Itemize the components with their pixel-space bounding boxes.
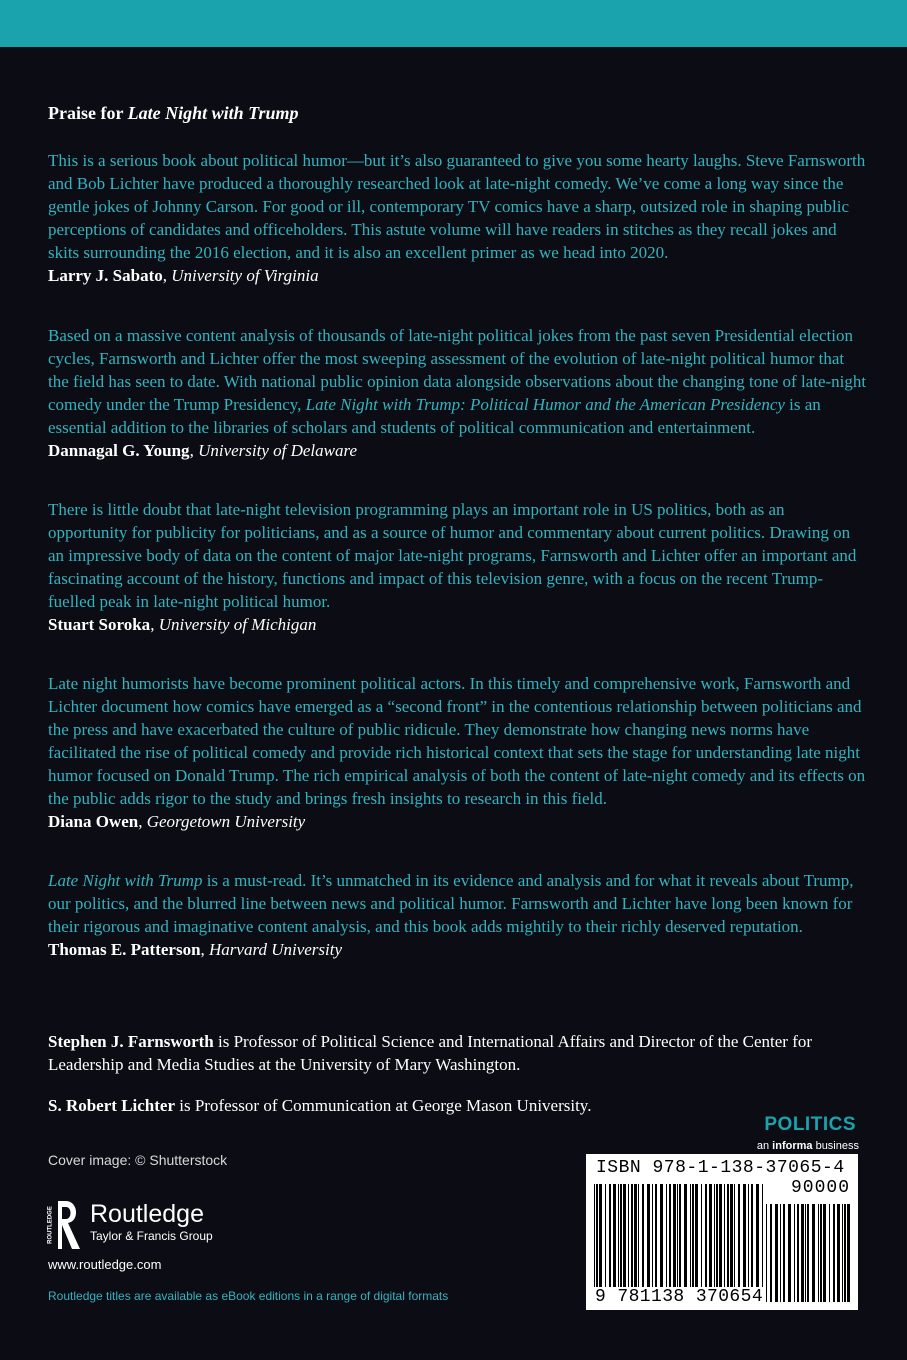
routledge-logo: [44, 1199, 213, 1251]
quote-text: Based on a massive content analysis of thousands of late-night political jokes from the past seven Presidential election cycles, Farnsworth and Lichter offer the most sweeping assessment of the evolution of late-night political humor that the field has seen to date. With national public opinion data alongside observations about the changing tone of late-night comedy under the Trump Presidency, Late Night with Trump: Political Humor and the American Presidency is an essential addition to the libraries of scholars and students of political communication and entertainment.: [48, 326, 867, 437]
quote-attribution: Thomas E. Patterson, Harvard University: [48, 940, 343, 959]
praise-book-title: Late Night with Trump: [127, 103, 299, 123]
endorsement-2: [48, 324, 868, 462]
author-name: Stephen J. Farnsworth: [48, 1032, 214, 1051]
endorser-affiliation: University of Virginia: [171, 266, 319, 285]
quote-text: This is a serious book about political humor—but it’s also guaranteed to give you some hearty laughs. Steve Farnsworth and Bob Lichter have produced a thoroughly researched look at late-night comedy. We’ve come a long way since the gentle jokes of Johnny Carson. For good or ill, contemporary TV comics have a sharp, outsized role in shaping public perceptions of candidates and officeholders. This astute volume will have readers in stitches as they recall jokes and skits surrounding the 2016 election, and it is also an excellent primer as we head into 2020.: [48, 151, 866, 262]
endorser-affiliation: University of Michigan: [158, 615, 317, 634]
publisher-group: Taylor & Francis Group: [90, 1229, 213, 1243]
svg-text:ROUTLEDGE: ROUTLEDGE: [47, 1206, 54, 1244]
subject-category: POLITICS: [764, 1114, 856, 1135]
cover-image-credit: Cover image: © Shutterstock: [48, 1152, 228, 1168]
quote-attribution: Larry J. Sabato, University of Virginia: [48, 266, 319, 285]
publisher-name: Routledge: [90, 1200, 204, 1228]
endorsement-4: [48, 672, 868, 833]
quote-attribution: Diana Owen, Georgetown University: [48, 812, 306, 831]
author-bio-text: is Professor of Communication at George Mason University.: [175, 1096, 592, 1115]
isbn-barcode: [586, 1154, 858, 1310]
author-bio-lichter: [48, 1094, 868, 1117]
ebook-availability-note: Routledge titles are available as eBook editions in a range of digital formats: [48, 1289, 449, 1303]
price-code: 90000: [790, 1178, 850, 1198]
author-name: S. Robert Lichter: [48, 1096, 176, 1115]
top-accent-bar: [0, 0, 907, 47]
ean-number: 9 781138 370654: [595, 1287, 764, 1307]
endorser-name: Thomas E. Patterson: [48, 940, 201, 959]
author-bio-text: is Professor of Political Science and International Affairs and Director of the Center for Leadership and Media Studies at the University of Mary Washington.: [48, 1032, 813, 1074]
quote-attribution: Stuart Soroka, University of Michigan: [48, 615, 317, 634]
endorsement-3: [48, 498, 868, 636]
quote-text: Late Night with Trump is a must-read. It’s unmatched in its evidence and analysis and for what it reveals about Trump, our politics, and the blurred line between news and political humor. Farnsworth and Lichter have long been known for their rigorous and imaginative content analysis, and this book adds mightily to their richly deserved reputation.: [48, 871, 854, 936]
praise-prefix: Praise for: [48, 103, 128, 123]
routledge-r-mark-icon: [44, 1199, 84, 1251]
quote-text: Late night humorists have become prominent political actors. In this timely and comprehensive work, Farnsworth and Lichter document how comics have emerged as a “second front” in the contentious relationship between politicians and the press and have exacerbated the culture of public ridicule. They demonstrate how changing news norms have facilitated the rise of political comedy and provide rich historical context that sets the stage for understanding late night humor focused on Donald Trump. The rich empirical analysis of both the content of late-night comedy and its effects on the public adds rigor to the study and brings fresh insights to research in this field.: [48, 674, 866, 808]
endorsement-1: [48, 149, 868, 287]
endorsement-5: [48, 869, 868, 961]
endorser-affiliation: University of Delaware: [198, 441, 358, 460]
endorser-affiliation: Harvard University: [209, 940, 343, 959]
endorser-affiliation: Georgetown University: [146, 812, 306, 831]
quote-attribution: Dannagal G. Young, University of Delaware: [48, 441, 358, 460]
publisher-website-link[interactable]: www.routledge.com: [48, 1257, 162, 1272]
endorser-name: Larry J. Sabato: [48, 266, 163, 285]
endorser-name: Diana Owen: [48, 812, 139, 831]
author-bio-farnsworth: [48, 1030, 868, 1076]
quote-text: There is little doubt that late-night television programming plays an important role in US politics, both as an opportunity for publicity for politicians, and as a source of humor and commentary about current politics. Drawing on an impressive body of data on the content of major late-night programs, Farnsworth and Lichter offer an important and fascinating account of the history, functions and impact of this television genre, with a focus on the recent Trump-fuelled peak in late-night political humor.: [48, 500, 857, 611]
isbn-label: ISBN 978-1-138-37065-4: [596, 1158, 845, 1178]
praise-heading: [48, 103, 299, 124]
endorser-name: Stuart Soroka: [48, 615, 151, 634]
informa-business-tag: an informa business: [756, 1140, 859, 1152]
endorser-name: Dannagal G. Young: [48, 441, 190, 460]
